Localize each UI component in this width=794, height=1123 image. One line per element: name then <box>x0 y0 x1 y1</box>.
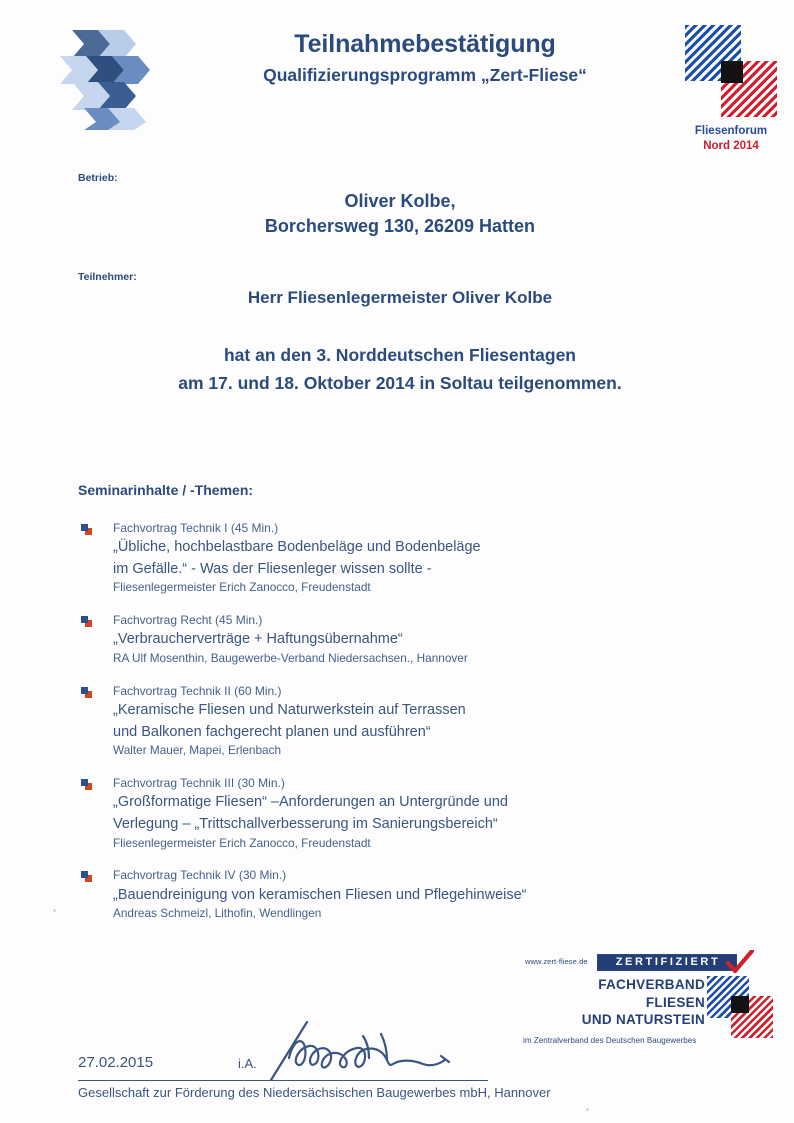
square-bullet-icon <box>81 871 92 882</box>
list-item <box>78 520 698 596</box>
red-checkmark-icon <box>726 950 754 976</box>
handwritten-signature <box>263 1020 483 1082</box>
black-square <box>721 61 743 83</box>
square-bullet-icon <box>81 779 92 790</box>
participant-label: Teilnehmer: <box>78 271 137 283</box>
title-block <box>190 30 660 87</box>
company-address: Borchersweg 130, 26209 Hatten <box>264 216 536 236</box>
square-bullet-icon <box>81 687 92 698</box>
seminar-title-line-2: und Balkonen fachgerecht planen und ausführen“ <box>113 723 431 740</box>
zertifiziert-label: ZERTIFIZIERT <box>615 956 721 968</box>
association-line-1: FACHVERBAND <box>598 977 705 992</box>
zert-fliese-hex-logo <box>58 26 170 134</box>
certification-logo <box>519 952 777 1047</box>
fliesenforum-mark <box>685 25 777 117</box>
scan-artifact <box>586 1108 589 1111</box>
seminar-speaker: Fliesenlegermeister Erich Zanocco, Freudenstadt <box>113 835 371 850</box>
signature-date: 27.02.2015 <box>78 1054 154 1071</box>
seminar-title-line-1: „Bauendreinigung von keramischen Fliesen und Pflegehinweise“ <box>113 886 527 903</box>
seminar-meta: Fachvortrag Technik I (45 Min.) <box>113 521 279 535</box>
by-order-label: i.A. <box>238 1056 257 1071</box>
company-name: Oliver Kolbe, <box>344 191 456 211</box>
seminar-speaker: Fliesenlegermeister Erich Zanocco, Freudenstadt <box>113 580 371 595</box>
seminar-list <box>78 520 698 938</box>
seminar-meta: Fachvortrag Technik II (60 Min.) <box>113 683 282 698</box>
document-header <box>0 0 794 170</box>
statement-line-1: hat an den 3. Norddeutschen Fliesentagen <box>223 345 576 365</box>
seminar-title-line-1: „Verbraucherverträge + Haftungsübernahme“ <box>113 631 403 648</box>
black-square <box>731 996 749 1013</box>
seminar-meta: Fachvortrag Technik IV (30 Min.) <box>113 868 287 883</box>
fachverband-mark <box>707 976 775 1038</box>
seminar-title-line-1: „Übliche, hochbelastbare Bodenbeläge und Bodenbeläge <box>113 539 481 556</box>
scan-artifact <box>53 909 56 912</box>
page-subtitle: Qualifizierungsprogramm „Zert-Fliese“ <box>263 64 587 85</box>
certification-footnote: im Zentralverband des Deutschen Baugewerbes <box>523 1036 697 1045</box>
list-item <box>78 612 698 667</box>
fliesenforum-logo <box>681 25 781 165</box>
zertifiziert-banner <box>597 954 737 971</box>
fliesenforum-year: Nord 2014 <box>703 139 759 152</box>
seminar-title-line-1: „Keramische Fliesen und Naturwerkstein auf Terrassen <box>113 702 466 719</box>
company-label: Betrieb: <box>78 172 118 184</box>
seminar-speaker: Andreas Schmeizl, Lithofin, Wendlingen <box>113 906 322 921</box>
square-bullet-icon <box>81 524 92 535</box>
association-line-3: UND NATURSTEIN <box>581 1012 705 1028</box>
page-title: Teilnahmebestätigung <box>294 30 556 58</box>
association-name <box>519 976 705 1029</box>
seminar-heading: Seminarinhalte / -Themen: <box>78 482 254 498</box>
seminar-title-line-1: „Großformatige Fliesen“ –Anforderungen an Untergründe und <box>113 794 508 811</box>
participant-name: Herr Fliesenlegermeister Oliver Kolbe <box>247 288 553 307</box>
seminar-speaker: Walter Mauer, Mapei, Erlenbach <box>113 743 282 758</box>
association-line-2: FLIESEN <box>645 994 705 1010</box>
list-item <box>78 775 698 851</box>
seminar-title-line-2: Verlegung – „Trittschallverbesserung im Sanierungsbereich“ <box>113 815 498 832</box>
list-item <box>78 867 698 922</box>
seminar-meta: Fachvortrag Recht (45 Min.) <box>113 613 263 628</box>
seminar-speaker: RA Ulf Mosenthin, Baugewerbe-Verband Niedersachsen., Hannover <box>113 651 468 666</box>
signature-area <box>78 1040 558 1110</box>
statement-line-2: am 17. und 18. Oktober 2014 in Soltau teilgenommen. <box>178 373 622 393</box>
list-item <box>78 683 698 759</box>
issuing-organisation: Gesellschaft zur Förderung des Niedersächsischen Baugewerbes mbH, Hannover <box>78 1085 551 1100</box>
square-bullet-icon <box>81 616 92 627</box>
seminar-title-line-2: im Gefälle.“ - Was der Fliesenleger wissen sollte - <box>113 560 432 577</box>
fliesenforum-name: Fliesenforum <box>694 125 768 137</box>
signature-rule <box>78 1080 488 1081</box>
certification-url: www.zert-fliese.de <box>525 957 588 966</box>
seminar-meta: Fachvortrag Technik III (30 Min.) <box>113 776 285 791</box>
